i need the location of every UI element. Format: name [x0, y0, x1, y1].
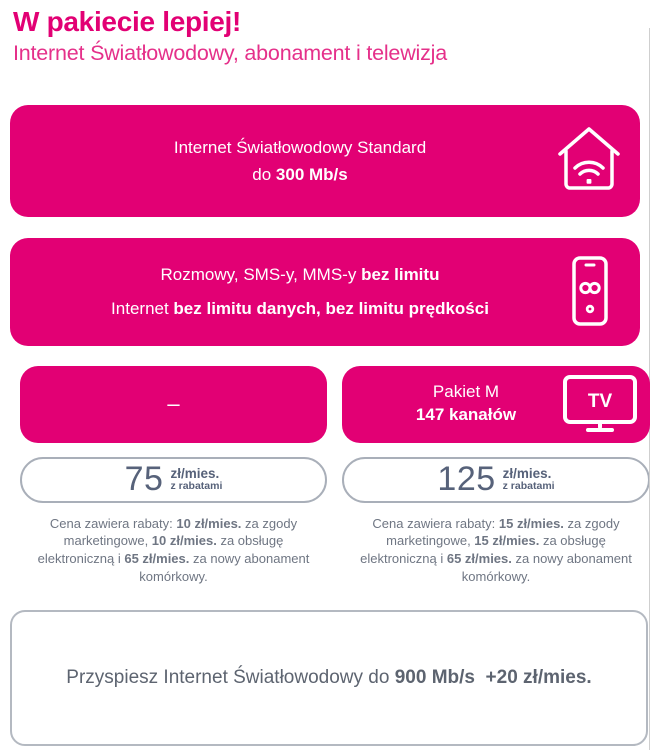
internet-card-line2: do 300 Mb/s: [252, 164, 348, 184]
tv-icon: [562, 374, 638, 434]
speed-upgrade-label: Przyspiesz Internet Światłowodowy do 900 Mb/s +20 zł/mies.: [66, 667, 592, 689]
mobile-card: [10, 238, 640, 346]
price-note-left: z rabatami: [170, 480, 223, 493]
price-amount-right: 125: [437, 460, 496, 499]
price-amount-left: 75: [124, 460, 164, 499]
price-unit-block-left: [170, 467, 222, 493]
speed-upgrade-option[interactable]: [10, 610, 648, 746]
mobile-card-line2: Internet bez limitu danych, bez limitu prędkości: [111, 299, 489, 319]
price-row: [20, 457, 650, 503]
phone-infinity-icon: [566, 254, 614, 330]
tv-card-line2: 147 kanałów: [415, 405, 517, 425]
internet-card-line1: Internet Światłowodowy Standard: [173, 137, 427, 157]
page-subtitle: Internet Światłowodowy, abonament i telewizja: [13, 40, 447, 65]
price-pill-left: [20, 457, 327, 503]
page-title: W pakiecie lepiej!: [13, 6, 242, 37]
disclaimer-row: [20, 515, 650, 586]
price-unit-left: zł/mies.: [170, 465, 220, 481]
third-service-row: [20, 366, 650, 443]
home-wifi-icon: [551, 124, 627, 198]
internet-card: [10, 105, 640, 217]
price-pill-right: [342, 457, 650, 503]
empty-service-dash: –: [167, 391, 180, 417]
tv-card: [342, 366, 650, 443]
price-note-right: z rabatami: [502, 480, 555, 493]
tv-card-line1: Pakiet M: [432, 382, 500, 402]
price-unit-right: zł/mies.: [502, 465, 552, 481]
disclaimer-right: Cena zawiera rabaty: 15 zł/mies. za zgody marketingowe, 15 zł/mies. za obsługę elektroniczną i 65 zł/mies. za nowy abonament komórkowy.: [360, 515, 632, 584]
mobile-card-line1: Rozmowy, SMS-y, MMS-y bez limitu: [160, 265, 440, 285]
disclaimer-left: Cena zawiera rabaty: 10 zł/mies. za zgody marketingowe, 10 zł/mies. za obsługę elektroniczną i 65 zł/mies. za nowy abonament komórkowy.: [37, 515, 310, 584]
price-unit-block-right: [503, 467, 555, 493]
header: [0, 0, 655, 66]
offer-cards-stack: [10, 105, 640, 586]
svg-text:TV: TV: [587, 391, 613, 413]
empty-service-card: [20, 366, 327, 443]
